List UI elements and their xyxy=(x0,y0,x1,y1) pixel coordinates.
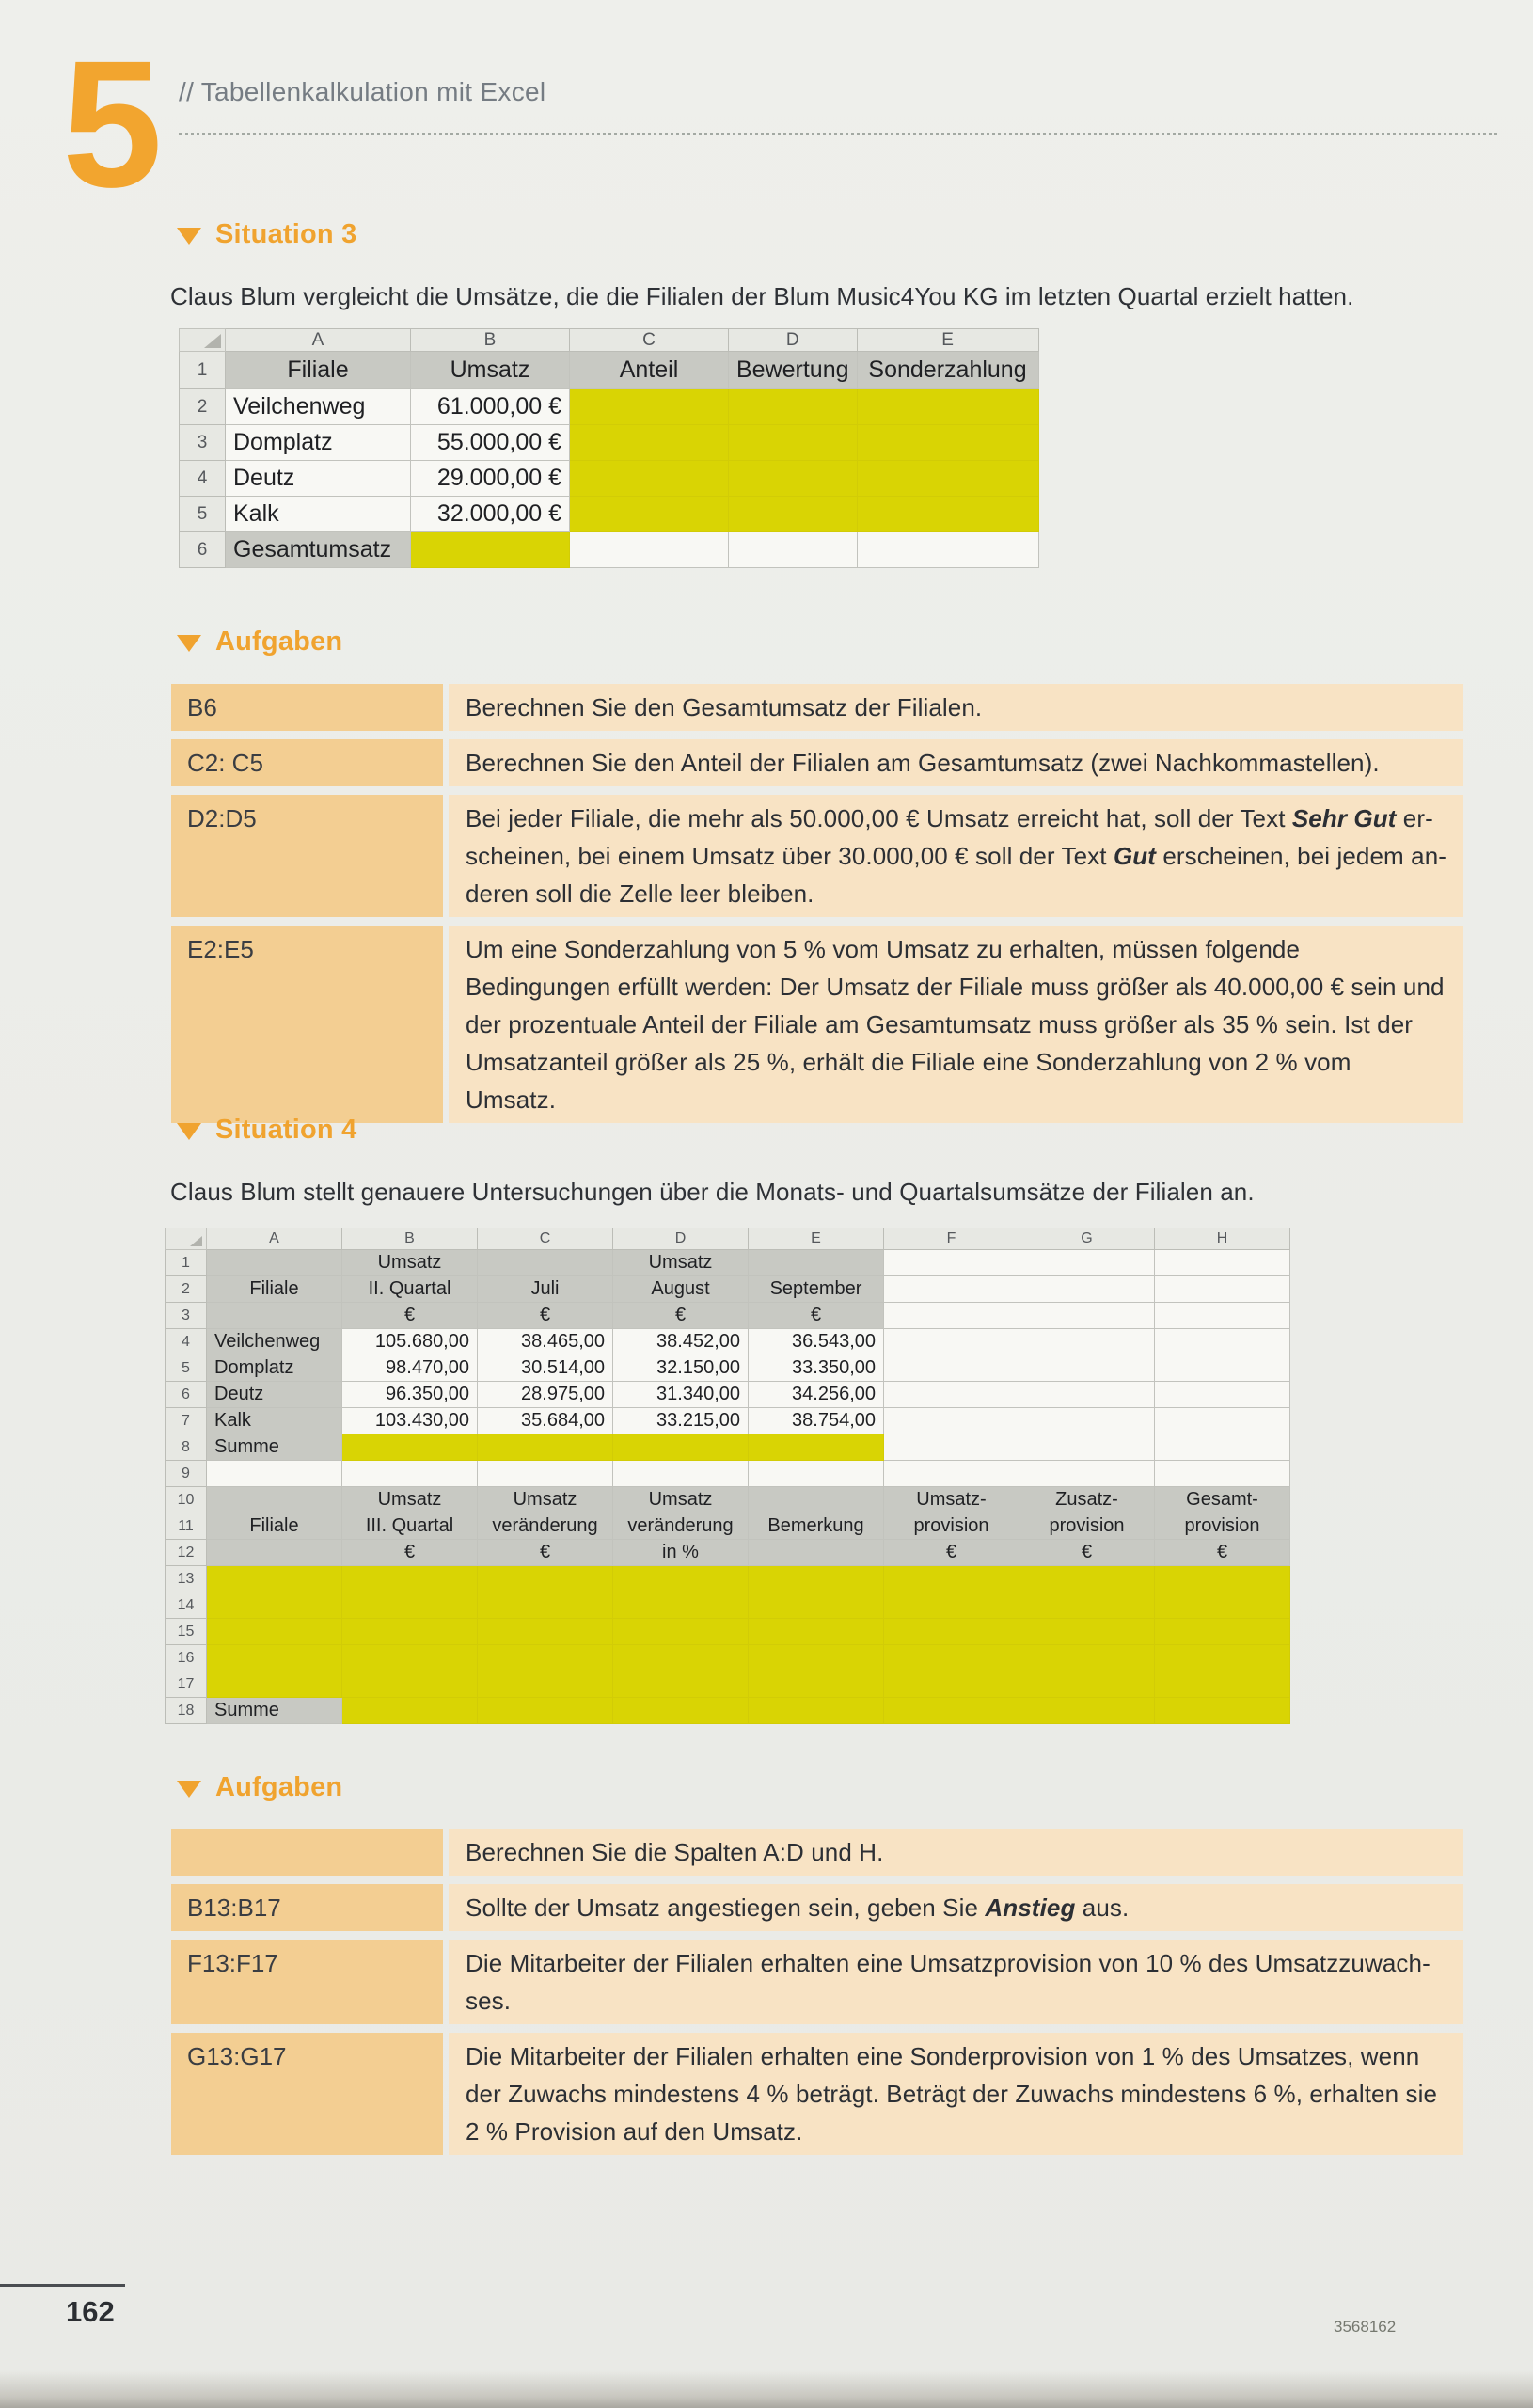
sheet2-cell-E14 xyxy=(749,1592,884,1619)
sheet2-cell-D10: Umsatz xyxy=(613,1487,749,1513)
sheet2-cell-C4: 38.465,00 xyxy=(478,1329,613,1355)
sheet2-cell-B5: 98.470,00 xyxy=(342,1355,478,1382)
sheet2-cell-A17 xyxy=(207,1671,342,1698)
sheet1-row-number-3: 3 xyxy=(180,425,226,461)
sheet1-cell-D5 xyxy=(729,497,858,532)
sheet1-row-number-1: 1 xyxy=(180,352,226,389)
sheet2-cell-C1 xyxy=(478,1250,613,1276)
sheet1-cell-B6 xyxy=(411,532,570,568)
sheet1-cell-E6 xyxy=(857,532,1038,568)
task-row xyxy=(171,795,1463,917)
sheet2-cell-A4: Veilchenweg xyxy=(207,1329,342,1355)
sheet1-cell-D6 xyxy=(729,532,858,568)
sheet1-cell-E4 xyxy=(857,461,1038,497)
situation3-intro: Claus Blum vergleicht die Umsätze, die die Filialen der Blum Music4You KG im letzten Quartal erzielt hatten. xyxy=(170,282,1354,310)
dotted-divider xyxy=(179,133,1497,135)
sheet2-cell-A11: Filiale xyxy=(207,1513,342,1540)
corner-triangle-icon xyxy=(204,334,221,348)
sheet2-cell-D5: 32.150,00 xyxy=(613,1355,749,1382)
sheet2-cell-G4 xyxy=(1019,1329,1155,1355)
sheet2-row-number-17: 17 xyxy=(166,1671,207,1698)
plain-text: erscheinen, bei jedem anderen soll die Zelle leer bleiben. xyxy=(466,842,1446,908)
sheet2-cell-A18: Summe xyxy=(207,1698,342,1724)
section-title: Aufgaben xyxy=(215,1772,343,1802)
sheet2-row-number-12: 12 xyxy=(166,1540,207,1566)
sheet2-cell-F7 xyxy=(884,1408,1019,1434)
sheet2-cell-G15 xyxy=(1019,1619,1155,1645)
section-title: Situation 3 xyxy=(215,219,357,249)
sheet2-col-letter-D: D xyxy=(613,1228,749,1250)
triangle-down-icon xyxy=(177,1781,201,1798)
sheet2-col-letter-A: A xyxy=(207,1228,342,1250)
sheet2-cell-B7: 103.430,00 xyxy=(342,1408,478,1434)
task-row xyxy=(171,1884,1463,1931)
plain-text: Sollte der Umsatz angestiegen sein, geben Sie xyxy=(466,1893,986,1922)
sheet2-cell-F14 xyxy=(884,1592,1019,1619)
sheet2-cell-A14 xyxy=(207,1592,342,1619)
sheet2-row-number-13: 13 xyxy=(166,1566,207,1592)
sheet2-cell-A5: Domplatz xyxy=(207,1355,342,1382)
sheet1-cell-B4: 29.000,00 € xyxy=(411,461,570,497)
task-table-1 xyxy=(171,684,1463,1132)
sheet2-cell-D13 xyxy=(613,1566,749,1592)
sheet2-cell-D4: 38.452,00 xyxy=(613,1329,749,1355)
sheet2-cell-E17 xyxy=(749,1671,884,1698)
sheet2-cell-G2 xyxy=(1019,1276,1155,1303)
task-row xyxy=(171,1829,1463,1876)
sheet2-row-number-1: 1 xyxy=(166,1250,207,1276)
sheet2-cell-C17 xyxy=(478,1671,613,1698)
sheet1-cell-D2 xyxy=(729,389,858,425)
task-description xyxy=(449,926,1463,1123)
sheet2-cell-F17 xyxy=(884,1671,1019,1698)
sheet2-col-letter-H: H xyxy=(1155,1228,1290,1250)
sheet2-cell-G8 xyxy=(1019,1434,1155,1461)
sheet1-cell-D1: Bewertung xyxy=(729,352,858,389)
sheet2-cell-C3: € xyxy=(478,1303,613,1329)
task-row xyxy=(171,2033,1463,2155)
sheet2-cell-H1 xyxy=(1155,1250,1290,1276)
sheet2-cell-B16 xyxy=(342,1645,478,1671)
sheet2-cell-F16 xyxy=(884,1645,1019,1671)
sheet2-cell-B13 xyxy=(342,1566,478,1592)
sheet2-cell-D11: veränderung xyxy=(613,1513,749,1540)
sheet2-cell-H6 xyxy=(1155,1382,1290,1408)
task-row xyxy=(171,684,1463,731)
task-table-2 xyxy=(171,1829,1463,2163)
sheet2-col-letter-F: F xyxy=(884,1228,1019,1250)
sheet2-cell-H8 xyxy=(1155,1434,1290,1461)
sheet2-cell-C18 xyxy=(478,1698,613,1724)
sheet1-cell-E3 xyxy=(857,425,1038,461)
triangle-down-icon xyxy=(177,228,201,245)
sheet1-cell-A1: Filiale xyxy=(226,352,411,389)
sheet2-cell-F5 xyxy=(884,1355,1019,1382)
sheet1-cell-B1: Umsatz xyxy=(411,352,570,389)
sheet1-cell-D3 xyxy=(729,425,858,461)
sheet2-cell-B6: 96.350,00 xyxy=(342,1382,478,1408)
sheet2-row-number-7: 7 xyxy=(166,1408,207,1434)
sheet2-row-number-10: 10 xyxy=(166,1487,207,1513)
task-row xyxy=(171,926,1463,1123)
task-cell-reference xyxy=(171,1829,443,1876)
plain-text: erscheinen, bei einem Umsatz über 30.000,00 € soll der Text xyxy=(466,804,1433,870)
sheet1-row-number-4: 4 xyxy=(180,461,226,497)
footer-rule xyxy=(0,2284,125,2287)
sheet2-cell-A1 xyxy=(207,1250,342,1276)
plain-text: Die Mitarbeiter der Filialen erhalten eine Umsatzprovision von 10 % des Umsatzzuwachses. xyxy=(466,1949,1430,2015)
sheet2-cell-F6 xyxy=(884,1382,1019,1408)
sheet2-cell-F15 xyxy=(884,1619,1019,1645)
sheet2-row-number-6: 6 xyxy=(166,1382,207,1408)
task-cell-reference: F13:F17 xyxy=(171,1940,443,2024)
sheet2-cell-A10 xyxy=(207,1487,342,1513)
sheet2-cell-E2: September xyxy=(749,1276,884,1303)
sheet2-col-letter-G: G xyxy=(1019,1228,1155,1250)
sheet2-cell-B2: II. Quartal xyxy=(342,1276,478,1303)
task-description xyxy=(449,684,1463,731)
sheet1-cell-E5 xyxy=(857,497,1038,532)
sheet2-cell-G7 xyxy=(1019,1408,1155,1434)
chapter-number: 5 xyxy=(62,23,158,225)
sheet2-cell-C11: veränderung xyxy=(478,1513,613,1540)
sheet2-cell-F2 xyxy=(884,1276,1019,1303)
sheet2-cell-H5 xyxy=(1155,1355,1290,1382)
sheet2-cell-H12: € xyxy=(1155,1540,1290,1566)
page-number: 162 xyxy=(66,2295,115,2328)
task-description xyxy=(449,739,1463,786)
sheet2-cell-G11: provision xyxy=(1019,1513,1155,1540)
sheet2-cell-D3: € xyxy=(613,1303,749,1329)
sheet2-cell-H2 xyxy=(1155,1276,1290,1303)
sheet1-cell-C6 xyxy=(570,532,729,568)
sheet1-grid xyxy=(179,328,1039,568)
sheet1-cell-C5 xyxy=(570,497,729,532)
sheet2-cell-E3: € xyxy=(749,1303,884,1329)
task-description xyxy=(449,1940,1463,2024)
task-description xyxy=(449,795,1463,917)
sheet2-cell-G5 xyxy=(1019,1355,1155,1382)
sheet2-cell-D8 xyxy=(613,1434,749,1461)
sheet2-cell-B15 xyxy=(342,1619,478,1645)
section-title: Situation 4 xyxy=(215,1115,357,1145)
sheet1-col-letter-A: A xyxy=(226,329,411,352)
sheet2-cell-D9 xyxy=(613,1461,749,1487)
sheet1-col-letter-E: E xyxy=(857,329,1038,352)
sheet2-cell-A12 xyxy=(207,1540,342,1566)
sheet2-cell-E18 xyxy=(749,1698,884,1724)
sheet2-cell-F12: € xyxy=(884,1540,1019,1566)
sheet2-cell-H3 xyxy=(1155,1303,1290,1329)
sheet2-cell-G18 xyxy=(1019,1698,1155,1724)
sheet2-col-letter-E: E xyxy=(749,1228,884,1250)
sheet2-cell-F4 xyxy=(884,1329,1019,1355)
plain-text: Berechnen Sie die Spalten A:D und H. xyxy=(466,1838,884,1866)
sheet1-col-letter-D: D xyxy=(729,329,858,352)
sheet2-cell-C13 xyxy=(478,1566,613,1592)
sheet1-cell-B2: 61.000,00 € xyxy=(411,389,570,425)
plain-text: Berechnen Sie den Anteil der Filialen am Gesamtumsatz (zwei Nachkommastellen). xyxy=(466,749,1380,777)
sheet2-cell-C7: 35.684,00 xyxy=(478,1408,613,1434)
task-cell-reference: E2:E5 xyxy=(171,926,443,1123)
aufgaben2-heading xyxy=(177,1772,342,1803)
sheet1-cell-D4 xyxy=(729,461,858,497)
sheet2-cell-H9 xyxy=(1155,1461,1290,1487)
sheet2-cell-D12: in % xyxy=(613,1540,749,1566)
sheet2-cell-C6: 28.975,00 xyxy=(478,1382,613,1408)
sheet1-cell-E1: Sonderzahlung xyxy=(857,352,1038,389)
situation4-heading xyxy=(177,1115,356,1146)
sheet2-cell-A15 xyxy=(207,1619,342,1645)
sheet2-cell-D14 xyxy=(613,1592,749,1619)
sheet2-cell-B3: € xyxy=(342,1303,478,1329)
sheet1-row-number-5: 5 xyxy=(180,497,226,532)
sheet1-row-number-6: 6 xyxy=(180,532,226,568)
sheet2-cell-G1 xyxy=(1019,1250,1155,1276)
sheet2-row-number-8: 8 xyxy=(166,1434,207,1461)
sheet2-cell-H7 xyxy=(1155,1408,1290,1434)
sheet1-cell-E2 xyxy=(857,389,1038,425)
task-cell-reference: D2:D5 xyxy=(171,795,443,917)
sheet2-cell-E10 xyxy=(749,1487,884,1513)
sheet1-cell-A4: Deutz xyxy=(226,461,411,497)
sheet2-cell-G9 xyxy=(1019,1461,1155,1487)
sheet2-cell-C16 xyxy=(478,1645,613,1671)
situation4-intro: Claus Blum stellt genauere Untersuchungen über die Monats- und Quartalsumsätze der Filialen an. xyxy=(170,1178,1255,1206)
sheet1-cell-A5: Kalk xyxy=(226,497,411,532)
sheet2-cell-D15 xyxy=(613,1619,749,1645)
triangle-down-icon xyxy=(177,1123,201,1140)
sheet2-row-number-5: 5 xyxy=(166,1355,207,1382)
sheet2-cell-F18 xyxy=(884,1698,1019,1724)
sheet2-cell-H10: Gesamt- xyxy=(1155,1487,1290,1513)
plain-text: Um eine Sonderzahlung von 5 % vom Umsatz zu erhalten, müssen folgende Bedingungen erfüllt werden: Der Umsatz der Filiale muss größer als 40.000,00 € sein und der prozentuale Anteil der Filiale am Gesamtumsatz muss größer als 35 % sein. Ist der Umsatzanteil größer als 25 %, erhält die Filiale eine Sonderzahlung von 2 % vom Umsatz. xyxy=(466,935,1445,1114)
sheet2-cell-B18 xyxy=(342,1698,478,1724)
sheet2-cell-H17 xyxy=(1155,1671,1290,1698)
sheet2-cell-H15 xyxy=(1155,1619,1290,1645)
task-row xyxy=(171,739,1463,786)
aufgaben1-heading xyxy=(177,626,342,657)
sheet1-col-letter-B: B xyxy=(411,329,570,352)
sheet1-cell-A2: Veilchenweg xyxy=(226,389,411,425)
sheet2-cell-C15 xyxy=(478,1619,613,1645)
task-description xyxy=(449,1829,1463,1876)
spreadsheet-situation3 xyxy=(179,328,1039,568)
emphasized-text: Sehr Gut xyxy=(1291,804,1397,832)
task-description xyxy=(449,2033,1463,2155)
task-cell-reference: G13:G17 xyxy=(171,2033,443,2155)
sheet1-cell-A3: Domplatz xyxy=(226,425,411,461)
sheet2-cell-B9 xyxy=(342,1461,478,1487)
sheet2-cell-H14 xyxy=(1155,1592,1290,1619)
sheet2-row-number-2: 2 xyxy=(166,1276,207,1303)
sheet2-col-letter-B: B xyxy=(342,1228,478,1250)
sheet1-col-letter-C: C xyxy=(570,329,729,352)
sheet2-row-number-11: 11 xyxy=(166,1513,207,1540)
sheet2-cell-F13 xyxy=(884,1566,1019,1592)
sheet2-cell-D16 xyxy=(613,1645,749,1671)
sheet2-cell-A7: Kalk xyxy=(207,1408,342,1434)
sheet2-cell-C10: Umsatz xyxy=(478,1487,613,1513)
sheet2-cell-B14 xyxy=(342,1592,478,1619)
sheet2-cell-D2: August xyxy=(613,1276,749,1303)
sheet2-cell-C9 xyxy=(478,1461,613,1487)
sheet2-cell-E11: Bemerkung xyxy=(749,1513,884,1540)
sheet2-cell-B8 xyxy=(342,1434,478,1461)
sheet2-cell-F8 xyxy=(884,1434,1019,1461)
sheet2-cell-B1: Umsatz xyxy=(342,1250,478,1276)
sheet2-cell-E12 xyxy=(749,1540,884,1566)
spreadsheet-situation4 xyxy=(165,1228,1290,1724)
sheet2-cell-C8 xyxy=(478,1434,613,1461)
sheet2-cell-C5: 30.514,00 xyxy=(478,1355,613,1382)
task-row xyxy=(171,1940,1463,2024)
sheet2-col-letter-C: C xyxy=(478,1228,613,1250)
sheet2-cell-D18 xyxy=(613,1698,749,1724)
sheet2-cell-E1 xyxy=(749,1250,884,1276)
sheet2-cell-D17 xyxy=(613,1671,749,1698)
sheet1-cell-C4 xyxy=(570,461,729,497)
sheet2-cell-G3 xyxy=(1019,1303,1155,1329)
plain-text: aus. xyxy=(1075,1893,1130,1922)
sheet2-cell-A6: Deutz xyxy=(207,1382,342,1408)
sheet2-cell-C12: € xyxy=(478,1540,613,1566)
sheet1-cell-B5: 32.000,00 € xyxy=(411,497,570,532)
task-cell-reference: B6 xyxy=(171,684,443,731)
sheet2-cell-C2: Juli xyxy=(478,1276,613,1303)
sheet2-cell-H16 xyxy=(1155,1645,1290,1671)
sheet2-cell-E4: 36.543,00 xyxy=(749,1329,884,1355)
sheet2-cell-E7: 38.754,00 xyxy=(749,1408,884,1434)
triangle-down-icon xyxy=(177,635,201,652)
sheet2-cell-G16 xyxy=(1019,1645,1155,1671)
sheet2-cell-F1 xyxy=(884,1250,1019,1276)
sheet2-cell-E6: 34.256,00 xyxy=(749,1382,884,1408)
sheet2-cell-D1: Umsatz xyxy=(613,1250,749,1276)
sheet2-row-number-3: 3 xyxy=(166,1303,207,1329)
sheet2-cell-F11: provision xyxy=(884,1513,1019,1540)
sheet1-cell-B3: 55.000,00 € xyxy=(411,425,570,461)
sheet2-cell-F10: Umsatz- xyxy=(884,1487,1019,1513)
situation3-heading xyxy=(177,219,356,250)
sheet2-cell-B17 xyxy=(342,1671,478,1698)
sheet2-cell-F3 xyxy=(884,1303,1019,1329)
sheet2-cell-G14 xyxy=(1019,1592,1155,1619)
sheet2-cell-A8: Summe xyxy=(207,1434,342,1461)
sheet2-cell-B4: 105.680,00 xyxy=(342,1329,478,1355)
sheet2-cell-E16 xyxy=(749,1645,884,1671)
plain-text: Bei jeder Filiale, die mehr als 50.000,00 € Umsatz erreicht hat, soll der Text xyxy=(466,804,1292,832)
page-bottom-edge xyxy=(0,2370,1533,2408)
emphasized-text: Anstieg xyxy=(985,1893,1076,1922)
sheet2-cell-A9 xyxy=(207,1461,342,1487)
sheet2-cell-E13 xyxy=(749,1566,884,1592)
corner-triangle-icon xyxy=(190,1236,202,1246)
sheet2-cell-B11: III. Quartal xyxy=(342,1513,478,1540)
sheet2-row-number-14: 14 xyxy=(166,1592,207,1619)
sheet2-row-number-4: 4 xyxy=(166,1329,207,1355)
sheet2-row-number-18: 18 xyxy=(166,1698,207,1724)
sheet2-cell-A3 xyxy=(207,1303,342,1329)
sheet2-cell-H11: provision xyxy=(1155,1513,1290,1540)
sheet1-cell-C2 xyxy=(570,389,729,425)
sheet2-cell-B12: € xyxy=(342,1540,478,1566)
sheet1-row-number-2: 2 xyxy=(180,389,226,425)
sheet2-cell-G10: Zusatz- xyxy=(1019,1487,1155,1513)
sheet2-cell-G12: € xyxy=(1019,1540,1155,1566)
sheet1-cell-C3 xyxy=(570,425,729,461)
section-title: Aufgaben xyxy=(215,626,343,657)
sheet2-cell-H18 xyxy=(1155,1698,1290,1724)
plain-text: Die Mitarbeiter der Filialen erhalten eine Sonderprovision von 1 % des Umsatzes, wenn der Zuwachs mindestens 4 % beträgt. Beträgt der Zuwachs mindestens 6 %, erhalten sie 2 % Provision auf den Umsatz. xyxy=(466,2042,1438,2146)
sheet2-row-number-15: 15 xyxy=(166,1619,207,1645)
sheet2-cell-E8 xyxy=(749,1434,884,1461)
sheet2-cell-E9 xyxy=(749,1461,884,1487)
sheet2-cell-D7: 33.215,00 xyxy=(613,1408,749,1434)
sheet1-select-all-corner xyxy=(180,329,226,352)
sheet2-cell-F9 xyxy=(884,1461,1019,1487)
sheet2-cell-A16 xyxy=(207,1645,342,1671)
sheet2-cell-G17 xyxy=(1019,1671,1155,1698)
sheet1-cell-A6: Gesamtumsatz xyxy=(226,532,411,568)
chapter-title: // Tabellenkalkulation mit Excel xyxy=(179,77,546,106)
plain-text: Berechnen Sie den Gesamtumsatz der Filialen. xyxy=(466,693,983,721)
sheet2-cell-G6 xyxy=(1019,1382,1155,1408)
task-cell-reference: B13:B17 xyxy=(171,1884,443,1931)
print-code: 3568162 xyxy=(1334,2318,1397,2336)
sheet2-cell-A2: Filiale xyxy=(207,1276,342,1303)
sheet2-cell-E5: 33.350,00 xyxy=(749,1355,884,1382)
sheet1-cell-C1: Anteil xyxy=(570,352,729,389)
sheet2-grid xyxy=(165,1228,1290,1724)
sheet2-cell-B10: Umsatz xyxy=(342,1487,478,1513)
sheet2-row-number-16: 16 xyxy=(166,1645,207,1671)
sheet2-cell-H13 xyxy=(1155,1566,1290,1592)
sheet2-select-all-corner xyxy=(166,1228,207,1250)
sheet2-cell-C14 xyxy=(478,1592,613,1619)
sheet2-cell-G13 xyxy=(1019,1566,1155,1592)
task-description xyxy=(449,1884,1463,1931)
sheet2-cell-D6: 31.340,00 xyxy=(613,1382,749,1408)
sheet2-row-number-9: 9 xyxy=(166,1461,207,1487)
emphasized-text: Gut xyxy=(1113,842,1157,870)
sheet2-cell-A13 xyxy=(207,1566,342,1592)
sheet2-cell-H4 xyxy=(1155,1329,1290,1355)
task-cell-reference: C2: C5 xyxy=(171,739,443,786)
sheet2-cell-E15 xyxy=(749,1619,884,1645)
